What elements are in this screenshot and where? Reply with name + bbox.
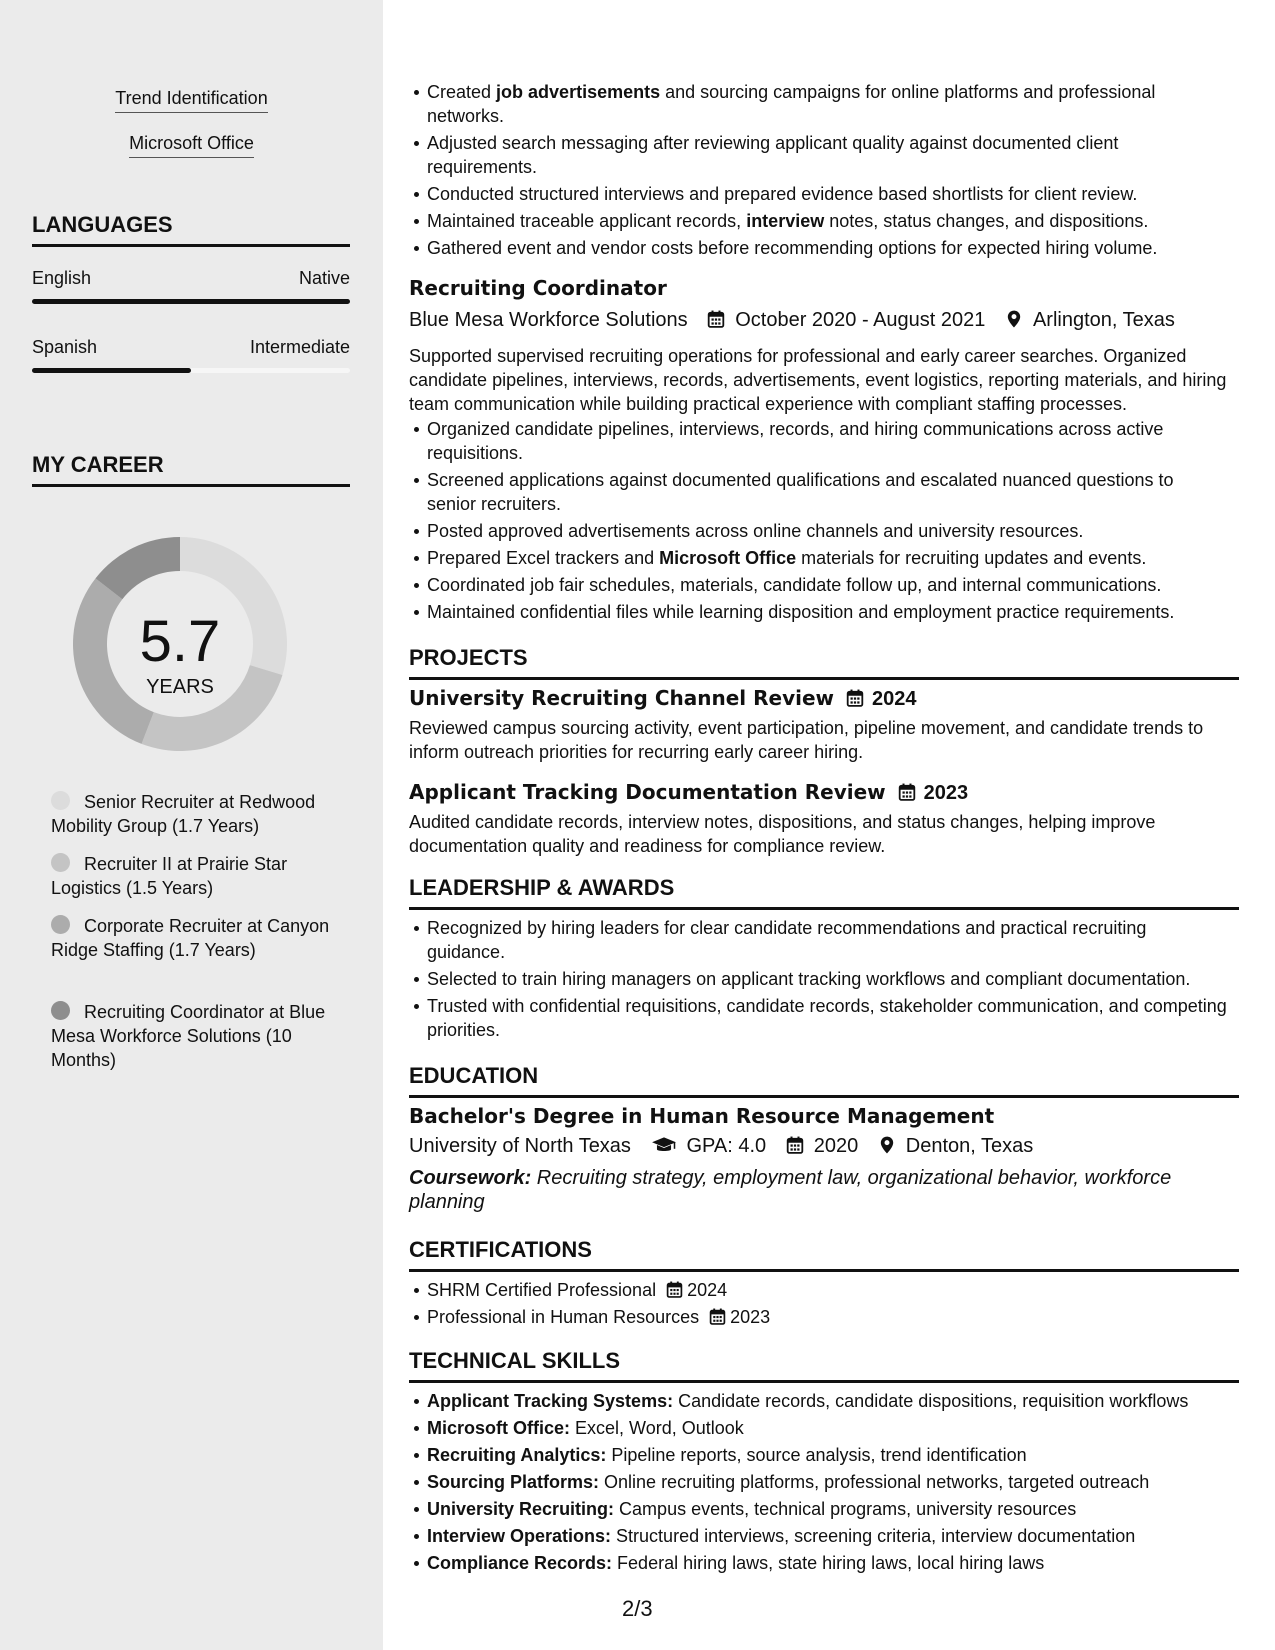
list-item: Maintained confidential files while learning disposition and employment practice requirements. <box>427 600 1227 624</box>
school-name: University of North Texas <box>409 1135 631 1157</box>
career-unit: YEARS <box>146 676 214 698</box>
list-item: Sourcing Platforms: Online recruiting platforms, professional networks, targeted outreach <box>427 1470 1227 1494</box>
job-company: Blue Mesa Workforce Solutions <box>409 309 688 331</box>
list-item: Gathered event and vendor costs before recommending options for expected hiring volume. <box>427 236 1227 260</box>
graduation-year: 2020 <box>813 1135 859 1157</box>
list-item: Coordinated job fair schedules, materials, candidate follow up, and internal communications. <box>427 573 1227 597</box>
language-bar-spanish <box>32 368 350 373</box>
list-item: Organized candidate pipelines, interviews, records, and hiring communications across active requisitions. <box>427 417 1227 465</box>
degree-title: Bachelor's Degree in Human Resource Management <box>409 1104 995 1128</box>
job-location: Arlington, Texas <box>1032 309 1175 331</box>
page-number: 2/3 <box>622 1596 653 1621</box>
list-item: Maintained traceable applicant records, interview notes, status changes, and dispositions. <box>427 209 1227 233</box>
list-item: Selected to train hiring managers on applicant tracking workflows and compliant documentation. <box>427 967 1227 991</box>
language-level: Native <box>298 268 350 288</box>
technical-skills-list <box>427 1389 1227 1575</box>
skill-link-trend-identification[interactable]: Trend Identification <box>0 88 383 113</box>
project-description: Audited candidate records, interview notes, dispositions, and status changes, helping improve documentation quality and readiness for compliance review. <box>409 812 1156 856</box>
calendar-icon <box>898 783 916 801</box>
list-item: Applicant Tracking Systems: Candidate records, candidate dispositions, requisition workflows <box>427 1389 1227 1413</box>
job-bullets <box>427 417 1227 624</box>
career-total: 5.7 <box>139 609 221 674</box>
language-bar-fill <box>32 368 191 373</box>
coursework: Coursework: Recruiting strategy, employment law, organizational behavior, workforce planning <box>409 1167 1172 1213</box>
career-legend-item: Senior Recruiter at Redwood Mobility Group (1.7 Years) <box>51 792 316 836</box>
legend-dot <box>51 853 70 872</box>
gpa: GPA: 4.0 <box>686 1135 767 1157</box>
list-item: Interview Operations: Structured interviews, screening criteria, interview documentation <box>427 1524 1227 1548</box>
graduation-cap-icon <box>651 1136 677 1154</box>
list-item: Compliance Records: Federal hiring laws, state hiring laws, local hiring laws <box>427 1551 1227 1575</box>
job-title: Recruiting Coordinator <box>409 276 667 300</box>
legend-dot <box>51 1001 70 1020</box>
calendar-icon <box>709 1308 726 1325</box>
school-location: Denton, Texas <box>905 1135 1034 1157</box>
list-item: Microsoft Office: Excel, Word, Outlook <box>427 1416 1227 1440</box>
career-legend-item: Corporate Recruiter at Canyon Ridge Staffing (1.7 Years) <box>51 916 330 960</box>
calendar-icon <box>786 1136 804 1154</box>
leadership-bullets <box>427 916 1227 1042</box>
language-bar-english <box>32 299 350 304</box>
career-donut-chart <box>65 529 295 759</box>
calendar-icon <box>846 689 864 707</box>
list-item: Created job advertisements and sourcing campaigns for online platforms and professional networks. <box>427 80 1227 128</box>
list-item: Recruiting Analytics: Pipeline reports, source analysis, trend identification <box>427 1443 1227 1467</box>
calendar-icon <box>707 310 725 328</box>
language-name: Spanish <box>32 337 98 357</box>
legend-dot <box>51 915 70 934</box>
list-item: Professional in Human Resources 2023 <box>427 1305 1227 1329</box>
list-item: SHRM Certified Professional 2024 <box>427 1278 1227 1302</box>
education-meta <box>409 1135 1033 1158</box>
languages-heading: LANGUAGES <box>32 212 350 247</box>
list-item: Recognized by hiring leaders for clear candidate recommendations and practical recruiting guidance. <box>427 916 1227 964</box>
list-item: Posted approved advertisements across online channels and university resources. <box>427 519 1227 543</box>
list-item: Trusted with confidential requisitions, candidate records, stakeholder communication, and competing priorities. <box>427 996 1227 1040</box>
project-description: Reviewed campus sourcing activity, event participation, pipeline movement, and candidate trends to inform outreach priorities for recurring early career hiring. <box>409 718 1204 762</box>
sidebar <box>0 0 383 1650</box>
list-item: University Recruiting: Campus events, technical programs, university resources <box>427 1497 1227 1521</box>
leadership-heading: LEADERSHIP & AWARDS <box>409 875 1239 910</box>
job-dates: October 2020 - August 2021 <box>735 309 986 331</box>
career-legend-item: Recruiting Coordinator at Blue Mesa Workforce Solutions (10 Months) <box>51 1002 326 1070</box>
skill-link-microsoft-office[interactable]: Microsoft Office <box>0 133 383 158</box>
list-item: Prepared Excel trackers and Microsoft Office materials for recruiting updates and events. <box>427 546 1227 570</box>
list-item: Screened applications against documented qualifications and escalated nuanced questions to senior recruiters. <box>427 468 1227 516</box>
education-heading: EDUCATION <box>409 1063 1239 1098</box>
certification-list <box>427 1278 1227 1329</box>
calendar-icon <box>666 1281 683 1298</box>
language-row-spanish <box>32 337 350 358</box>
project-title: University Recruiting Channel Review 2024 <box>409 686 917 710</box>
language-name: English <box>32 268 92 288</box>
career-legend-item: Recruiter II at Prairie Star Logistics (1.5 Years) <box>51 854 288 898</box>
language-row-english <box>32 268 350 289</box>
map-pin-icon <box>1005 310 1023 328</box>
job-meta <box>409 309 1175 332</box>
list-item: Conducted structured interviews and prepared evidence based shortlists for client review. <box>427 182 1227 206</box>
map-pin-icon <box>878 1136 896 1154</box>
project-title: Applicant Tracking Documentation Review 2023 <box>409 780 969 804</box>
certifications-heading: CERTIFICATIONS <box>409 1237 1239 1272</box>
projects-heading: PROJECTS <box>409 645 1239 680</box>
language-level: Intermediate <box>249 337 350 357</box>
list-item: Adjusted search messaging after reviewing applicant quality against documented client requirements. <box>427 131 1227 179</box>
career-heading: MY CAREER <box>32 452 350 487</box>
language-bar-fill <box>32 299 350 304</box>
technical-skills-heading: TECHNICAL SKILLS <box>409 1348 1239 1383</box>
previous-job-bullets <box>427 80 1227 260</box>
job-summary: Supported supervised recruiting operations for professional and early career searches. Organized candidate pipelines, interviews, records, advertisements, event logistics, reporting materials, and hiring team communication while building practical experience with compliant staffing processes. <box>409 346 1227 414</box>
legend-dot <box>51 791 70 810</box>
coursework-label: Coursework: <box>409 1167 532 1189</box>
